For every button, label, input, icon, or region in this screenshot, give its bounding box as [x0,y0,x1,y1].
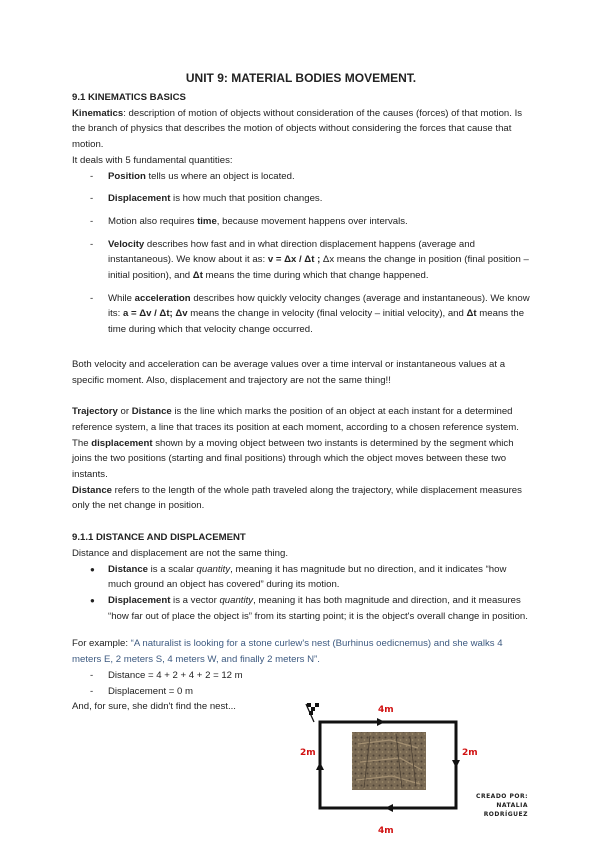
list-item [90,191,530,207]
spacer [72,345,530,357]
bottom-distance-label: 4m [378,826,394,836]
item-text: , because movement happens over intervals. [216,215,408,227]
item-text: Δx means the change in position (final position – initial position), and [108,254,529,282]
page-title: UNIT 9: MATERIAL BODIES MOVEMENT. [185,71,417,85]
item-italic: quantity [219,594,254,606]
item-term: Displacement [108,594,171,606]
distance-intro: Distance and displacement are not the same thing. [72,547,288,559]
list-item [90,237,530,284]
displacement-term: displacement [91,437,153,449]
quantities-list [72,169,530,338]
item-text: means the time during which that change happened. [202,270,429,282]
list-item [90,291,530,338]
distance-definition [72,483,530,514]
kinematics-def-text: : description of motion of objects without consideration of the causes (forces) of that motion. Is the branch of physics that describes the motion of objects without considering the forces that cause that motion. [72,107,523,151]
distance-def-text: refers to the length of the whole path traveled along the trajectory, while displacement measures only the net change in position. [72,484,522,512]
checkered-flag-icon [306,703,319,722]
delta-t: Δt [192,270,203,282]
example-quote: “A naturalist is looking for a stone curlew's nest (Burhinus oedicnemus) and she walks 4 meters E, 2 meters S, 4 meters W, and finally 2 meters N”. [72,638,503,666]
displacement-pre: The [72,437,92,449]
item-text: is how much that position changes. [170,193,323,205]
item-term: Velocity [108,238,145,250]
walking-path-figure [300,700,540,840]
item-term: acceleration [134,292,191,304]
list-item [90,214,530,230]
arrow-north-icon [316,762,324,770]
kinematics-term: Kinematics [72,107,124,119]
list-item [90,562,530,593]
item-text: , meaning it has magnitude but no direction, and it indicates “how much ground an object has covered” during its motion. [108,563,507,591]
distance-bullets [72,562,530,625]
arrow-west-icon [385,804,393,812]
example-paragraph [72,636,530,667]
list-item [90,169,530,185]
trajectory-definition [72,404,530,435]
section-heading-kinematics: 9.1 KINEMATICS BASICS [72,92,186,103]
arrow-south-icon [452,760,460,768]
item-italic: quantity [196,563,231,575]
path-diagram [300,700,540,840]
item-pre: While [108,292,135,304]
item-term: Position [108,170,146,182]
displacement-def-text: shown by a moving object between two instants is determined by the segment which joins the two positions (starting and final positions) through which the object moves between these two instants. [72,437,514,481]
item-text: describes how quickly velocity changes (average and instantaneous). We know its: [108,292,530,320]
arrow-east-icon [377,718,385,726]
displacement-definition [72,436,530,483]
left-distance-label: 2m [300,748,316,758]
credit-text [450,792,528,819]
item-term: time [197,215,217,227]
item-pre: is a vector [170,594,220,606]
item-term: Displacement [108,193,171,205]
distance-term: Distance [131,406,172,418]
section-heading-distance: 9.1.1 DISTANCE AND DISPLACEMENT [72,532,246,544]
example-pre: For example: [72,638,131,650]
note-paragraph: Both velocity and acceleration can be average values over a time interval or instantaneous values at a specific moment. Also, displacement and trajectory are not the same thing!! [72,358,506,386]
list-item: - Displacement = 0 m [90,684,530,700]
acceleration-formula: a = Δv / Δt; Δv [122,308,188,320]
or-text: or [117,406,132,418]
spacer [72,624,530,636]
item-pre: is a scalar [148,563,197,575]
item-text: describes how fast and in what direction displacement happens (average and instantaneous). We know about it as: [108,238,475,266]
credit-line: CREADO POR: [476,793,528,800]
trajectory-def-text: is the line which marks the position of an object at each instant for a determined reference system, a line that traces its position at each moment, according to a chosen reference system. [72,406,519,433]
right-distance-label: 2m [462,748,478,758]
spacer [72,388,530,404]
list-item [90,593,530,624]
distance-term: Distance [72,484,112,496]
quantities-intro: It deals with 5 fundamental quantities: [72,154,233,166]
delta-t: Δt [466,308,477,320]
document-body [72,70,530,715]
spacer [72,514,530,530]
item-text: tells us where an object is located. [145,170,295,182]
results-list [72,668,530,699]
credit-author: NATALIA RODRÍGUEZ [483,802,528,818]
trajectory-term: Trajectory [72,406,118,418]
kinematics-definition [72,106,530,153]
item-text: , meaning it has both magnitude and direction, and it measures “how far out of place the object is” from its starting point; it is the object's overall change in position. [108,594,528,622]
velocity-formula: v = Δx / Δt ; [267,254,321,266]
nest-photo [352,732,426,790]
item-term: Distance [108,563,148,575]
closing-line: And, for sure, she didn't find the nest... [72,701,236,713]
item-text: means the time during which that velocity change occurred. [108,308,525,336]
item-text: means the change in velocity (final velocity – initial velocity), and [187,308,467,320]
top-distance-label: 4m [378,705,394,715]
item-pre: Motion also requires [108,215,198,227]
list-item: - Distance = 4 + 2 + 4 + 2 = 12 m [90,668,530,684]
